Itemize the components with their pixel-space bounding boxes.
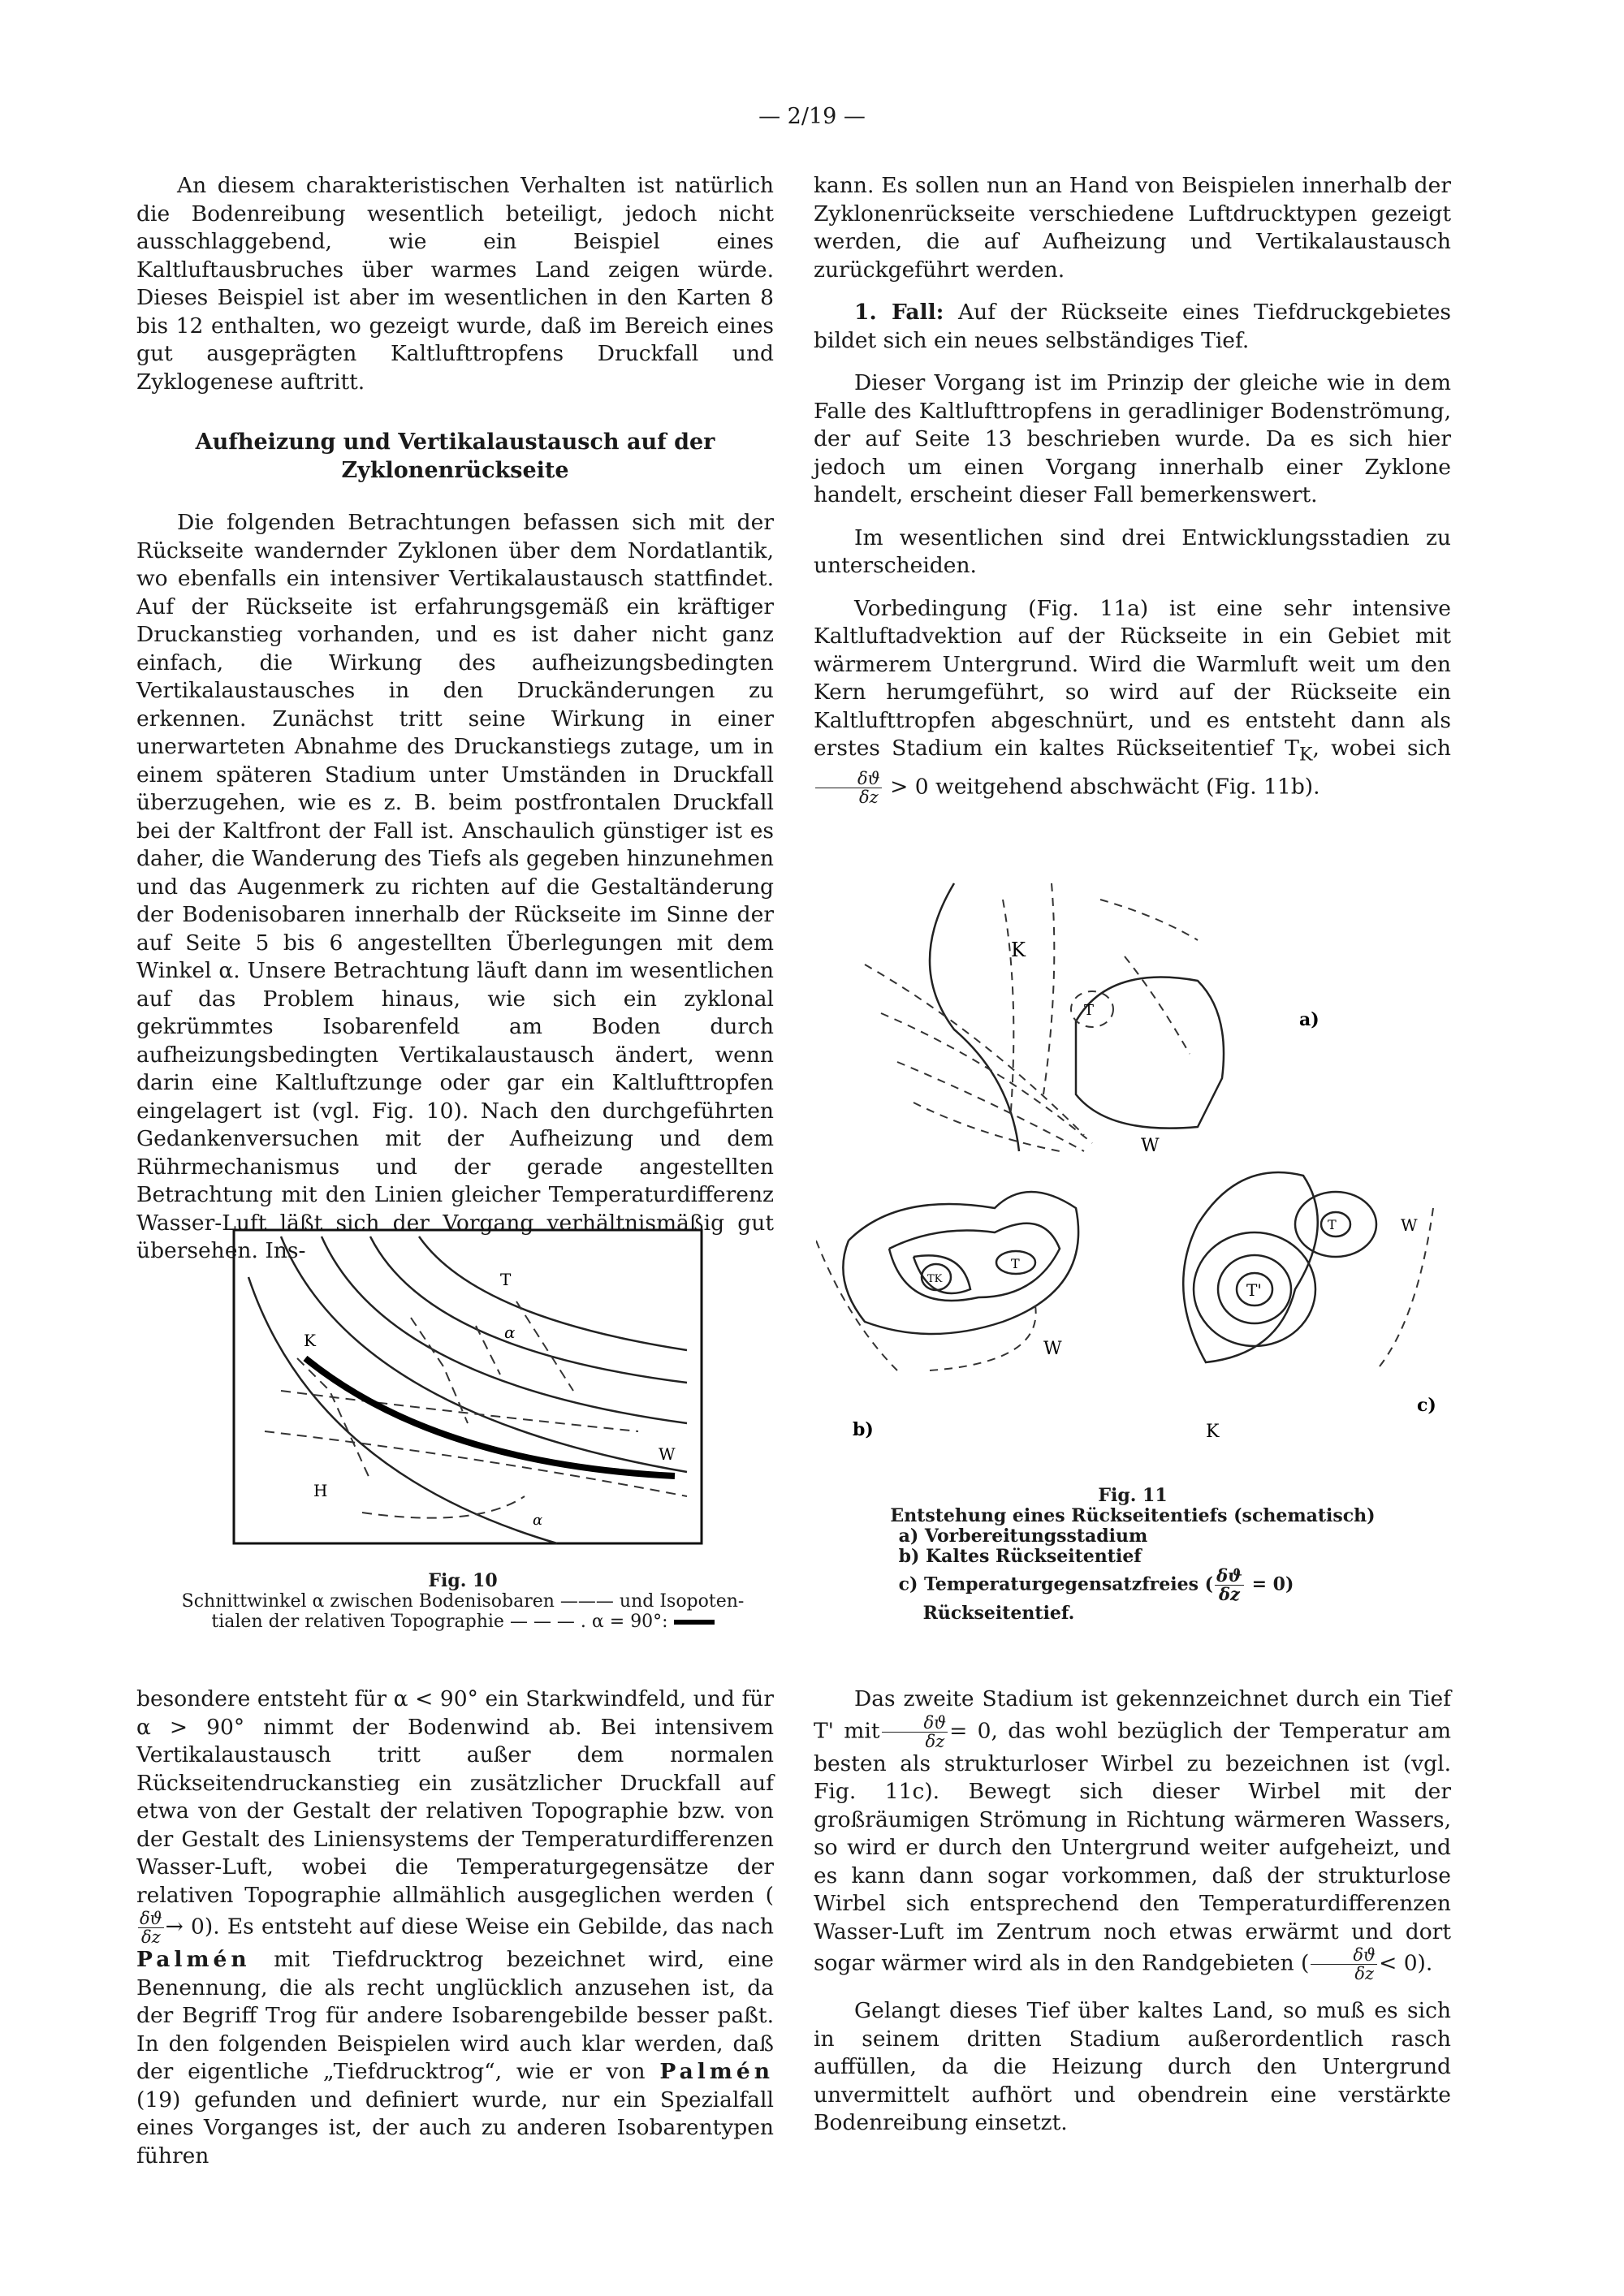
figure-10-diagram bbox=[232, 1228, 703, 1545]
svg-text:b): b) bbox=[853, 1419, 874, 1440]
paragraph: Dieser Vorgang ist im Prinzip der gleiche wie in dem Falle des Kaltlufttropfens in geradliniger Bodenströmung, der auf Seite 13 beschrieben wurde. Da es sich hier jedoch um einen Vorgang innerhalb einer Zyklone handelt, erscheint dieser Fall bemerkenswert. bbox=[814, 370, 1451, 507]
paragraph: Die folgenden Betrachtungen befassen sich mit der Rückseite wandernder Zyklonen über dem Nordatlantik, wo ebenfalls ein intensiver Vertikalaustausch stattfindet. Auf der Rückseite ist erfahrungsgemäß ein kräftiger Druckanstieg vorhanden, und es ist daher nicht ganz einfach, die Wirkung des aufheizungsbedingten Vertikalaustausches in den Druckänderungen zu erkennen. Zunächst tritt seine Wirkung in einer unerwarteten Abnahme des Druckanstiegs zutage, um in einem späteren Stadium unter Umständen in Druckfall überzugehen, wie es z. B. beim postfrontalen Druckfall bei der Kaltfront der Fall ist. Anschaulich günstiger ist es daher, die Wanderung des Tiefs als gegeben hinzunehmen und das Augenmerk zu richten auf die Gestaltänderung der Bodenisobaren innerhalb der Rückseite im Sinne der auf Seite 5 bis 6 angestellten Überlegungen mit dem Winkel α. Unsere Betrachtung läuft dann im wesentlichen auf das Problem hinaus, wie sich ein zyklonal gekrümmtes Isobarenfeld am Boden durch aufheizungsbedingten Vertikalaustausch ändert, wenn darin eine Kaltluftzunge oder gar ein Kaltlufttropfen eingelagert ist (vgl. Fig. 10). Nach den durchgeführten Gedankenversuchen mit der Aufheizung und dem Rührmechanismus und der gerade angestellten Betrachtung mit den Linien gleicher Temperaturdifferenz Wasser-Luft läßt sich der Vorgang verhältnismäßig gut übersehen. Ins- bbox=[136, 510, 774, 1263]
caption-line: Rückseitentief. bbox=[922, 1603, 1075, 1624]
svg-text:T: T bbox=[1011, 1256, 1020, 1271]
caption-item-c: c) Temperaturgegensatzfreies ( $\frac{\delta ϑ}{\delta z}$ = 0) bbox=[898, 1565, 1294, 1604]
left-column-bottom bbox=[136, 1685, 774, 2185]
thick-line-legend bbox=[674, 1620, 715, 1625]
text: > 0 bbox=[890, 774, 929, 800]
svg-text:K: K bbox=[304, 1331, 316, 1350]
svg-text:a): a) bbox=[1299, 1009, 1320, 1030]
author-name: Palmén bbox=[136, 1947, 251, 1972]
formula: $\frac{\delta ϑ}{\delta z}$ bbox=[882, 1714, 948, 1750]
author-name: Palmén bbox=[659, 2059, 774, 2084]
caption-item-a: a) Vorbereitungsstadium bbox=[898, 1526, 1148, 1547]
paragraph: An diesem charakteristischen Verhalten ist natürlich die Bodenreibung wesentlich beteiligt, jedoch nicht ausschlaggebend, wie ein Beispiel eines Kaltluftausbruches über warmes Land zeigen würde. Dieses Beispiel ist aber im wesentlichen in den Karten 8 bis 12 enthalten, wo gezeigt wurde, daß im Bereich eines gut ausgeprägten Kaltlufttropfens Druckfall und Zyklogenese auftritt. bbox=[136, 173, 774, 395]
right-column-bottom bbox=[814, 1685, 1451, 2152]
caption-line: tialen der relativen Topographie — — — . α = 90°: bbox=[130, 1612, 796, 1632]
svg-text:T: T bbox=[1328, 1217, 1337, 1232]
svg-text:W: W bbox=[1141, 1136, 1160, 1156]
left-column-top bbox=[136, 172, 774, 1280]
paragraph bbox=[814, 299, 1451, 355]
svg-text:c): c) bbox=[1417, 1395, 1436, 1416]
symbol-tk: $T_K$ bbox=[1285, 736, 1313, 766]
svg-text:W: W bbox=[659, 1444, 676, 1464]
paragraph bbox=[814, 595, 1451, 806]
svg-text:T': T' bbox=[1246, 1280, 1262, 1300]
svg-text:T: T bbox=[1084, 1002, 1095, 1019]
figure-11-diagram bbox=[816, 867, 1449, 1452]
figure-title: Fig. 11 bbox=[1098, 1485, 1168, 1506]
page-number: — 2/19 — bbox=[758, 104, 866, 129]
caption-item-b: b) Kaltes Rückseitentief bbox=[898, 1546, 1142, 1567]
svg-text:T: T bbox=[500, 1270, 512, 1289]
svg-text:W: W bbox=[1401, 1215, 1418, 1235]
case-text: Auf der Rückseite eines Tiefdruckgebietes bildet sich ein neues selbständiges Tief. bbox=[814, 300, 1451, 353]
text: weitgehend abschwächt (Fig. 11b). bbox=[935, 774, 1320, 800]
figure-10-caption bbox=[130, 1571, 796, 1632]
section-heading: Aufheizung und Vertikalaustausch auf der Zyklonenrückseite bbox=[195, 429, 715, 483]
svg-text:α: α bbox=[533, 1512, 543, 1529]
svg-text:K: K bbox=[1011, 939, 1026, 961]
paragraph: besondere entsteht für α < 90° ein Starkwindfeld, und für α > 90° nimmt der Bodenwind ab. Bei intensivem Vertikalaustausch tritt außer dem normalen Rückseitendruckanstieg ein zusätzlicher Druckfall auf etwa von der Gestalt der relativen Topographie bzw. von der Gestalt des Liniensystems der Temperaturdifferenzen Wasser-Luft, wobei die Temperaturgegensätze der relativen Topographie allmählich ausgeglichen werden ( $\frac{\delta ϑ}{\delta z}$ → 0). Es entsteht auf diese Weise ein Gebilde, das nach Palmén mit Tiefdrucktrog bezeichnet wird, eine Benennung, die als recht unglücklich anzusehen ist, da der Begriff Trog für andere Isobarengebilde besser paßt. In den folgenden Beispielen wird auch klar werden, daß der eigentliche „Tiefdrucktrog“, wie er von Palmén (19) gefunden und definiert wurde, nur ein Spezialfall eines Vorganges ist, der auch zu anderen Isobarentypen führen bbox=[136, 1686, 774, 2169]
text: , wobei sich bbox=[1312, 736, 1451, 761]
svg-text:K: K bbox=[1206, 1422, 1220, 1442]
caption-line: Schnittwinkel α zwischen Bodenisobaren ——— und Isopoten- bbox=[181, 1591, 745, 1612]
caption-line: Entstehung eines Rückseitentiefs (schematisch) bbox=[890, 1505, 1376, 1526]
svg-text:W: W bbox=[1043, 1339, 1062, 1359]
paragraph: kann. Es sollen nun an Hand von Beispielen innerhalb der Zyklonenrückseite verschiedene Luftdrucktypen gezeigt werden, die auf Aufheizung und Vertikalaustausch zurückgeführt werden. bbox=[814, 173, 1451, 283]
paragraph: Gelangt dieses Tief über kaltes Land, so muß es sich in seinem dritten Stadium außerordentlich rasch auffüllen, da die Heizung durch den Untergrund unvermittelt aufhört und obendrein eine verstärkte Bodenreibung einsetzt. bbox=[814, 1998, 1451, 2135]
formula: $\frac{\delta ϑ}{\delta z}$ bbox=[140, 1909, 162, 1947]
svg-text:TK: TK bbox=[927, 1273, 943, 1285]
formula: $\frac{\delta ϑ}{\delta z}$ bbox=[815, 770, 882, 806]
right-column-top bbox=[814, 172, 1451, 821]
figure-title: Fig. 10 bbox=[428, 1570, 498, 1591]
paragraph: Im wesentlichen sind drei Entwicklungsstadien zu unterscheiden. bbox=[814, 524, 1451, 578]
figure-11-caption bbox=[812, 1486, 1453, 1624]
text: Vorbedingung (Fig. 11a) ist eine sehr intensive Kaltluftadvektion auf der Rückseite in ein Gebiet mit wärmerem Untergrund. Wird die Warmluft weit um den Kern herumgeführt, so wird auf der Rückseite ein Kaltlufttropfen abgeschnürt, und es entsteht dann als erstes Stadium ein kaltes Rückseitentief bbox=[814, 595, 1451, 761]
svg-text:α: α bbox=[504, 1323, 516, 1342]
paragraph: Das zweite Stadium ist gekennzeichnet durch ein Tief T' mit $\frac{\delta ϑ}{\delta z}$ = 0, das wohl bezüglich der Temperatur am besten als strukturloser Wirbel zu bezeichnen ist (vgl. Fig. 11c). Bewegt sich dieser Wirbel mit der großräumigen Strömung in Richtung wärmeren Wassers, so wird er durch den Untergrund weiter aufgeheizt, und es kann dann sogar vorkommen, daß der strukturlose Wirbel sich entsprechend den Temperaturdifferenzen Wasser-Luft im Zentrum noch etwas erwärmt und dort sogar wärmer wird als in den Randgebieten ( $\frac{\delta ϑ}{\delta z}$ < 0). bbox=[814, 1686, 1451, 1983]
case-label: 1. Fall: bbox=[854, 300, 944, 325]
formula: $\frac{\delta ϑ}{\delta z}$ bbox=[1311, 1946, 1377, 1983]
svg-text:H: H bbox=[313, 1481, 328, 1500]
